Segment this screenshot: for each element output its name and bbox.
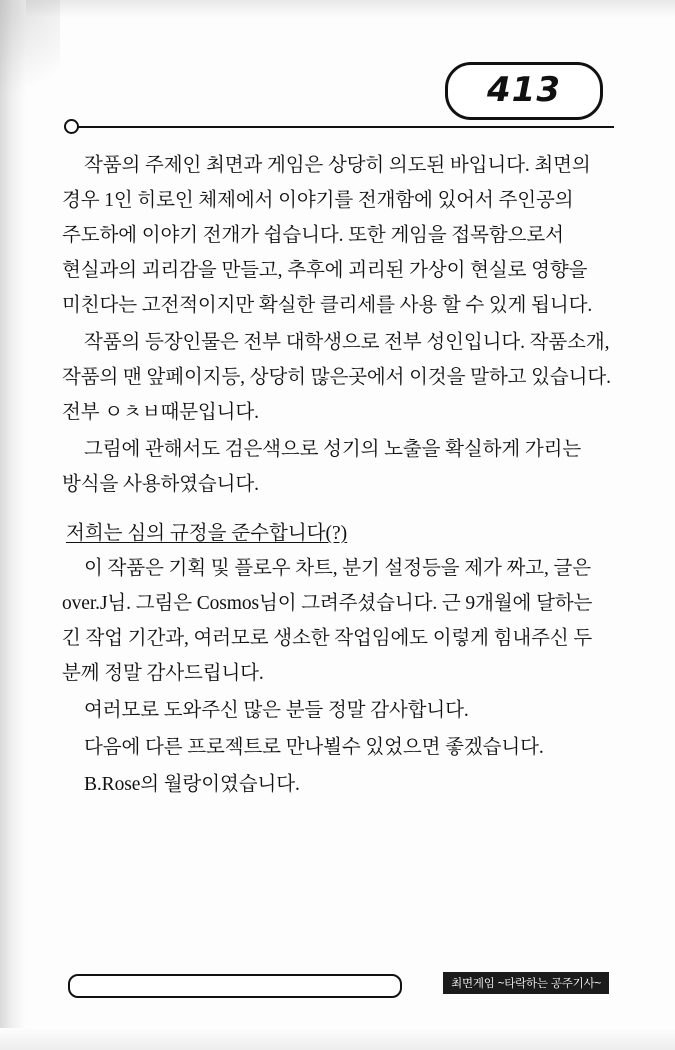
page-footer <box>0 972 675 998</box>
paragraph: 작품의 등장인물은 전부 대학생으로 전부 성인입니다. 작품소개, 작품의 맨 앞페이지등, 상당히 많은곳에서 이것을 말하고 있습니다. 전부 ㅇㅊㅂ때문입니다. <box>62 332 611 423</box>
page-number-badge <box>445 62 603 120</box>
page-body <box>62 148 614 804</box>
section-subheading <box>62 516 614 551</box>
paragraph: B.Rose의 월랑이였습니다. <box>84 774 300 795</box>
scan-shading-top <box>0 0 675 18</box>
page-header <box>0 62 675 138</box>
footer-rule-box <box>68 974 402 998</box>
paragraph: 작품의 주제인 최면과 게임은 상당히 의도된 바입니다. 최면의 경우 1인 히로인 체제에서 이야기를 전개함에 있어서 주인공의 주도하에 이야기 전개가 쉽습니다. 또한 게임을 접목함으로서 현실과의 괴리감을 만들고, 추후에 괴리된 가상이 현실로 영향을 미친다는 고전적이지만 확실한 클리세를 사용 할 수 있게 됩니다. <box>62 155 593 316</box>
scan-shading-bottom <box>0 1028 675 1050</box>
footer-title-tag: 최면게임 ~타락하는 공주기사~ <box>443 972 609 994</box>
bullet-dot-icon <box>64 119 79 134</box>
paragraph: 그림에 관해서도 검은색으로 성기의 노출을 확실하게 가리는 방식을 사용하였습니다. <box>62 439 582 495</box>
scan-shading-left <box>0 0 26 1050</box>
section-subheading-text: 저희는 심의 규정을 준수합니다(?) <box>66 523 348 544</box>
header-divider <box>76 126 614 128</box>
paragraph: 이 작품은 기획 및 플로우 차트, 분기 설정등을 제가 짜고, 글은 over.J님. 그림은 Cosmos님이 그려주셨습니다. 근 9개월에 달하는 긴 작업 기간과, 여러모로 생소한 작업임에도 이렇게 힘내주신 두 분께 정말 감사드립니다. <box>62 558 593 684</box>
page-number: 413 <box>487 70 561 110</box>
paragraph: 여러모로 도와주신 많은 분들 정말 감사합니다. <box>84 700 469 721</box>
paragraph: 다음에 다른 프로젝트로 만나뵐수 있었으면 좋겠습니다. <box>84 737 544 758</box>
